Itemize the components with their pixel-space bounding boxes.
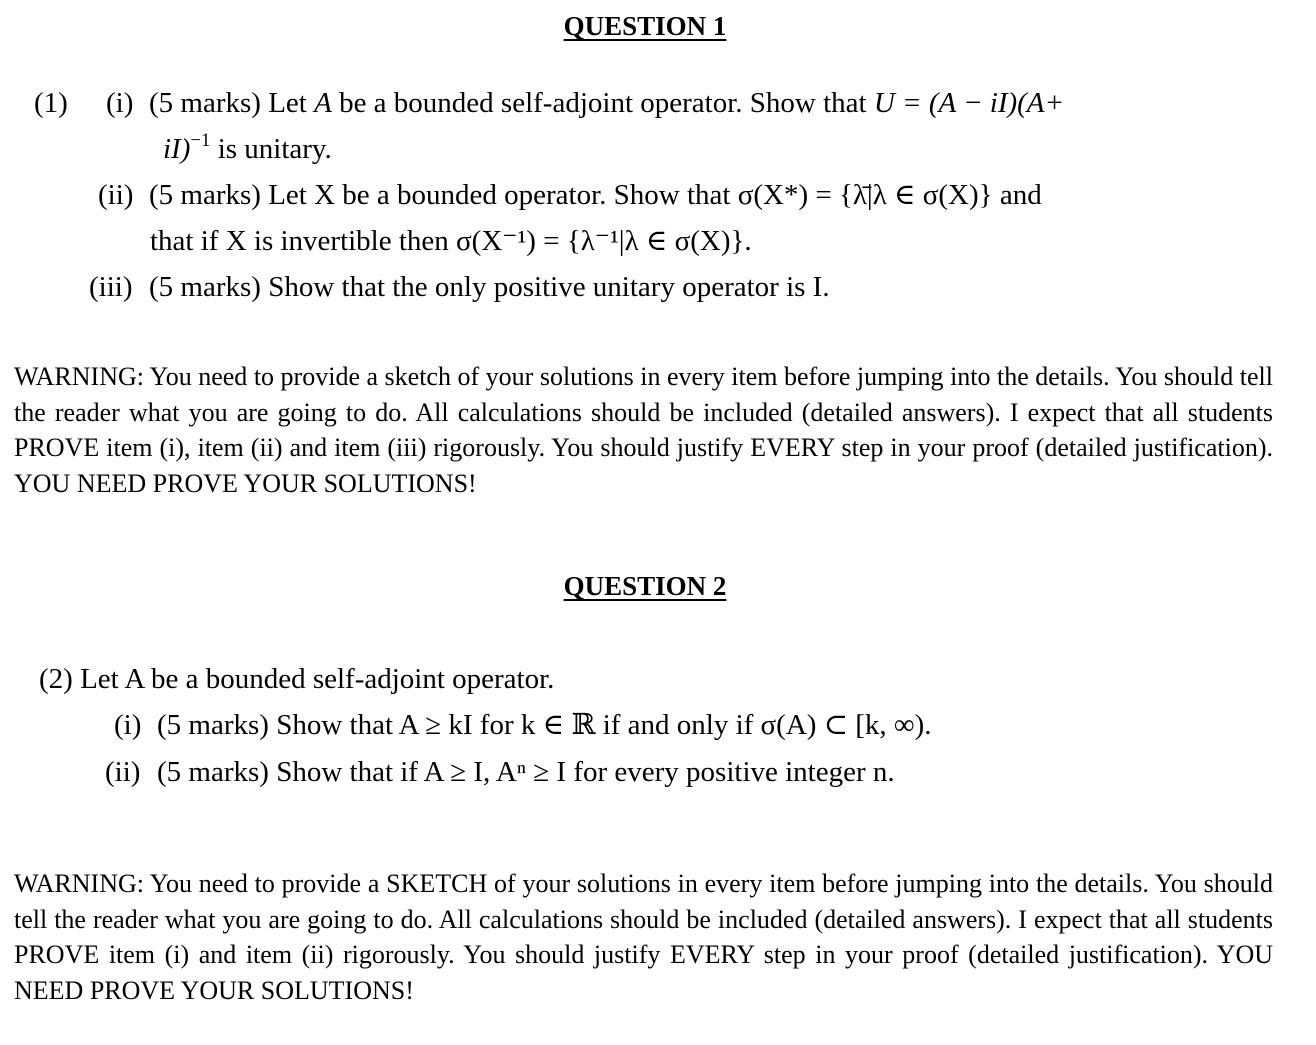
q1-item-i-line1: (5 marks) Let A be a bounded self-adjoint operator. Show that U = (A − iI)(A+ (149, 87, 1065, 119)
question-1-number: (1) (34, 87, 68, 119)
question-2-intro: Let A be a bounded self-adjoint operator. (80, 663, 555, 695)
q1-item-ii-line1: (5 marks) Let X be a bounded operator. Show that σ(X*) = {λ̄|λ ∈ σ(X)} and (149, 179, 1042, 211)
q1-item-i-label: (i) (106, 87, 134, 119)
question-1-warning: WARNING: You need to provide a sketch of your solutions in every item before jumping into the details. You should tell the reader what you are going to do. All calculations should be included (detailed answers). I expect that all students PROVE item (i), item (ii) and item (iii) rigorously. You should justify EVERY step in your proof (detailed justification). YOU NEED PROVE YOUR SOLUTIONS! (14, 362, 1273, 498)
q1-item-iii-label: (iii) (89, 271, 133, 303)
question-2-number: (2) (39, 663, 73, 695)
question-2-warning: WARNING: You need to provide a SKETCH of your solutions in every item before jumping into the details. You should tell the reader what you are going to do. All calculations should be included (detailed answers). I expect that all students PROVE item (i) and item (ii) rigorously. You should justify EVERY step in your proof (detailed justification). YOU NEED PROVE YOUR SOLUTIONS! (14, 869, 1273, 1005)
q2-item-i-line: (5 marks) Show that A ≥ kI for k ∈ ℝ if and only if σ(A) ⊂ [k, ∞). (157, 709, 932, 741)
question-2-title: QUESTION 2 (563, 571, 727, 601)
q1-item-iii-marks: (5 marks) (149, 271, 261, 303)
q2-item-i-label: (i) (114, 709, 142, 741)
q1-item-i-marks: (5 marks) (149, 87, 261, 119)
q1-item-ii-marks: (5 marks) (149, 179, 261, 211)
q1-item-i-formula: U = (A − iI)(A+ (873, 87, 1065, 119)
q2-item-ii-label: (ii) (105, 756, 141, 788)
q2-item-i-marks: (5 marks) (157, 709, 269, 741)
q2-item-ii-line: (5 marks) Show that if A ≥ I, Aⁿ ≥ I for every positive integer n. (157, 756, 895, 788)
q2-item-ii-marks: (5 marks) (157, 756, 269, 788)
q1-item-i-line2: iI)$^{-1}$ is unitary. (163, 129, 332, 165)
q1-item-iii-line1: (5 marks) Show that the only positive unitary operator is I. (149, 271, 830, 303)
q1-item-ii-label: (ii) (98, 179, 134, 211)
question-1-title: QUESTION 1 (563, 11, 727, 41)
q1-item-ii-line2: that if X is invertible then σ(X⁻¹) = {λ⁻¹|λ ∈ σ(X)}. (150, 225, 752, 257)
question-2-intro-line (39, 662, 554, 697)
